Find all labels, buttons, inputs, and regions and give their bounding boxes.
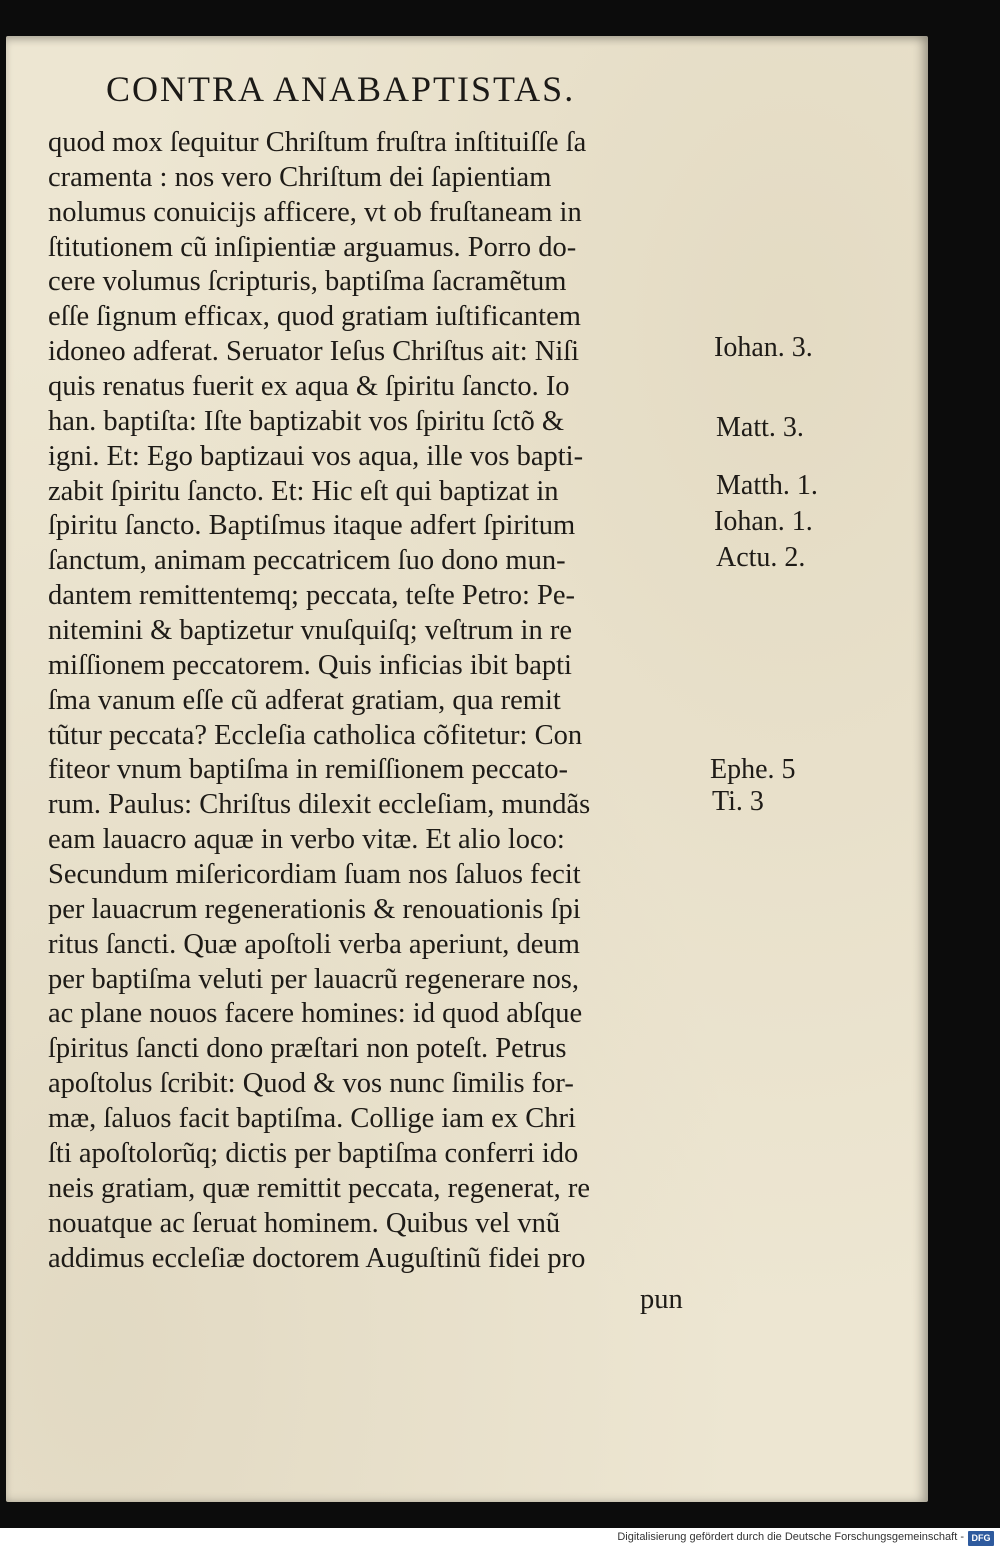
text-line: ſti apoſtolorũq; dictis per baptiſma conferri ido bbox=[48, 1137, 579, 1169]
text-line: dantem remittentemq; peccata, teſte Petro: Pe- bbox=[48, 580, 576, 612]
text-line: han. baptiſta: Iſte baptizabit vos ſpiritu ſctõ & bbox=[48, 405, 565, 437]
text-line: neis gratiam, quæ remittit peccata, regenerat, re bbox=[48, 1172, 591, 1204]
text-line: ſpiritus ſancti dono præſtari non poteſt. Petrus bbox=[48, 1033, 567, 1065]
margin-note-iohan-1: Iohan. 1. bbox=[714, 506, 813, 537]
text-line: quod mox ſequitur Chriſtum fruſtra inſtituiſſe ſa bbox=[48, 127, 587, 158]
footer-credit: Digitalisierung gefördert durch die Deutsche Forschungsgemeinschaft - bbox=[617, 1531, 964, 1543]
text-line: ſanctum, animam peccatricem ſuo dono mun- bbox=[48, 545, 566, 577]
margin-note-ephe-5: Ephe. 5 bbox=[710, 754, 796, 785]
margin-note-matth-1: Matth. 1. bbox=[716, 470, 818, 501]
footer-bar bbox=[0, 1528, 1000, 1550]
text-line: miſſionem peccatorem. Quis inficias ibit bapti bbox=[48, 649, 572, 681]
text-line: mæ, ſaluos facit baptiſma. Collige iam ex Chri bbox=[48, 1103, 576, 1135]
margin-note-matt-3: Matt. 3. bbox=[716, 412, 804, 443]
text-line: igni. Et: Ego baptizaui vos aqua, ille vos bapti- bbox=[48, 440, 584, 472]
text-line: tũtur peccata? Eccleſia catholica cõfitetur: Con bbox=[48, 719, 583, 751]
text-line: ſma vanum eſſe cũ adferat gratiam, qua remit bbox=[48, 684, 561, 716]
text-line: addimus eccleſiæ doctorem Auguſtinũ fidei pro bbox=[48, 1242, 586, 1274]
catchword: pun bbox=[640, 1284, 683, 1315]
text-line: cere volumus ſcripturis, baptiſma ſacramẽtum bbox=[48, 266, 567, 298]
text-line: ſtitutionem cũ inſipientiæ arguamus. Porro do- bbox=[48, 231, 577, 263]
margin-note-actu-2: Actu. 2. bbox=[716, 542, 806, 573]
text-line: fiteor vnum baptiſma in remiſſionem peccato- bbox=[48, 754, 568, 786]
margin-note-ti-3: Ti. 3 bbox=[712, 786, 764, 817]
text-line: ritus ſancti. Quæ apoſtoli verba aperiunt, deum bbox=[48, 928, 580, 960]
text-line: nouatque ac ſeruat hominem. Quibus vel vnũ bbox=[48, 1207, 561, 1239]
text-line: zabit ſpiritu ſancto. Et: Hic eſt qui baptizat in bbox=[48, 475, 559, 507]
margin-note-iohan-3: Iohan. 3. bbox=[714, 332, 813, 363]
text-line: apoſtolus ſcribit: Quod & vos nunc ſimilis for- bbox=[48, 1068, 574, 1100]
text-line: cramenta : nos vero Chriſtum dei ſapientiam bbox=[48, 161, 552, 193]
text-line: nitemini & baptizetur vnuſquiſq; veſtrum in re bbox=[48, 615, 572, 647]
text-line: per baptiſma veluti per lauacrũ regenerare nos, bbox=[48, 963, 579, 995]
text-line: ac plane nouos facere homines: id quod abſque bbox=[48, 998, 583, 1030]
main-text-block bbox=[48, 126, 708, 1276]
text-line: per lauacrum regenerationis & renouationis ſpi bbox=[48, 893, 581, 925]
text-line: rum. Paulus: Chriſtus dilexit eccleſiam, mundãs bbox=[48, 789, 591, 821]
text-line: quis renatus fuerit ex aqua & ſpiritu ſancto. Io bbox=[48, 371, 570, 403]
text-line: nolumus conuicijs afficere, vt ob fruſtaneam in bbox=[48, 196, 582, 228]
text-line: Secundum miſericordiam ſuam nos ſaluos fecit bbox=[48, 859, 581, 891]
text-line: ſpiritu ſancto. Baptiſmus itaque adfert ſpiritum bbox=[48, 510, 576, 542]
text-line: eam lauacro aquæ in verbo vitæ. Et alio loco: bbox=[48, 824, 565, 856]
dfg-logo-icon: DFG bbox=[968, 1531, 994, 1546]
running-head: CONTRA ANABAPTISTAS. bbox=[106, 69, 576, 109]
text-line: eſſe ſignum efficax, quod gratiam iuſtificantem bbox=[48, 301, 581, 333]
text-line: idoneo adferat. Seruator Ieſus Chriſtus ait: Niſi bbox=[48, 336, 580, 368]
